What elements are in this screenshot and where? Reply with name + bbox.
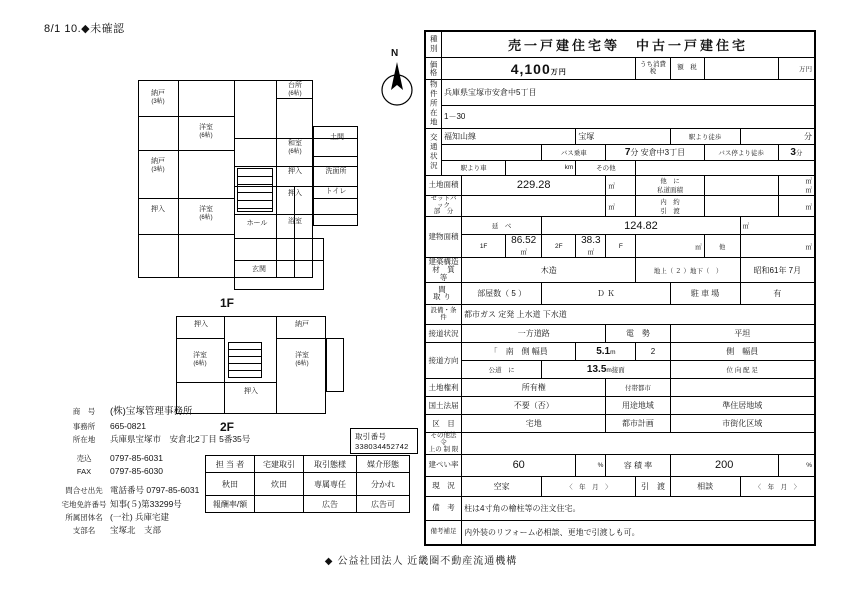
other-restrictions-value	[462, 433, 815, 454]
nobe-value: 124.82	[542, 217, 740, 235]
floor2-label: 2F	[220, 420, 235, 434]
remarks2-value: 内外装のリフォーム必相談、更地で引渡しも可。	[462, 520, 815, 544]
location-value2: 1－30	[442, 105, 815, 128]
room-label: 押入	[151, 206, 165, 213]
building-area-label: 建物面積	[426, 217, 462, 258]
f1-label: 1F	[462, 235, 506, 258]
law-value: 不要（否）	[462, 397, 606, 415]
staff-header: 媒介形態	[357, 456, 410, 473]
floor1-entrance-block	[234, 238, 324, 290]
f3-label: F	[606, 235, 636, 258]
fother-value: ㎡	[740, 235, 814, 258]
f2-value: 38.3㎡	[576, 235, 606, 258]
walk-label: 駅より徒歩	[670, 128, 740, 144]
compass-north-label: N	[391, 48, 399, 59]
staff-value: 分かれ	[357, 473, 410, 496]
road-status-label: 接道状況	[426, 325, 462, 343]
far-label: 容 積 率	[606, 454, 670, 476]
far-unit: %	[778, 454, 814, 476]
remarks2-label: 備考補足	[426, 520, 462, 544]
road-length: 13.5m接面	[542, 361, 670, 379]
room-label: 洋室 (6帖)	[295, 352, 309, 368]
land-right-label: 土地権利	[426, 379, 462, 397]
fax-label: FAX	[76, 467, 92, 477]
room-label: 洗面所	[325, 168, 347, 175]
road-dir-count: 2	[636, 343, 670, 361]
staff-value: 専属専任	[304, 473, 357, 496]
company-name-label: 商 号	[72, 407, 96, 416]
office-label: 事務所	[72, 421, 96, 431]
staff-value: 秋田	[206, 473, 255, 496]
branch-label: 支部名	[72, 525, 96, 535]
bus-empty	[442, 144, 542, 160]
remarks-value: 柱は4寸角の檜柱等の注文住宅。	[462, 496, 815, 520]
f2-label: 2F	[542, 235, 576, 258]
road-position: 位 向 配 足	[670, 361, 814, 379]
category-label: 区 目	[426, 415, 462, 433]
road-status-value: 一方道路	[462, 325, 606, 343]
room-label: 洋室 (6帖)	[199, 124, 213, 140]
branch-name: 宝塚北	[110, 524, 136, 535]
floor1-label: 1F	[220, 296, 235, 310]
company-address: 兵庫県宝塚市 安倉北2丁目 5番35号	[110, 433, 251, 444]
walk-value: 分	[740, 128, 814, 144]
room-label: 玄関	[252, 266, 266, 273]
equipment-value: 都市ガス 定発 上水道 下水道	[462, 305, 815, 325]
staff-header: 報酬率/額	[206, 496, 255, 513]
layout-type: Ｄ Ｋ	[542, 282, 670, 304]
other-label: その他	[576, 160, 636, 175]
setback-sub-label: 内 約 引 渡	[636, 195, 704, 216]
land-other-label: 他 に 私道面積	[636, 175, 704, 195]
room-label: 浴室	[288, 218, 302, 225]
room-label: 納戸 (3帖)	[151, 158, 165, 174]
tel-label: 売込	[76, 454, 92, 464]
fother-label: 他	[704, 235, 740, 258]
equipment-label: 設備・条件	[426, 305, 462, 325]
elec-label: 電 勢	[606, 325, 670, 343]
assoc-label: 所属団体名	[65, 512, 103, 522]
parking-value: 有	[740, 282, 814, 304]
staff-header: 宅建取引	[255, 456, 304, 473]
price-tax-label: うち消費税	[636, 58, 670, 80]
price-tax-value	[704, 58, 778, 80]
elec-value: 平坦	[670, 325, 814, 343]
footer	[0, 552, 842, 567]
status-value: 空家	[462, 476, 542, 496]
status-label: 現 況	[426, 476, 462, 496]
property-spec-table	[424, 30, 816, 546]
staff-header: 担 当 者	[206, 456, 255, 473]
room-label: 押入	[288, 190, 302, 197]
branch2-label: 支部	[144, 524, 162, 535]
use-label: 用途地域	[606, 397, 670, 415]
road-public-label: 公道 に	[462, 361, 542, 379]
price-tax-sub-label: 額 税	[670, 58, 704, 80]
bus-label: バス乗車	[542, 144, 606, 160]
company-name: (株)宝塚管理事務所	[110, 406, 193, 417]
structure-label: 建築構造 材 質 等	[426, 258, 462, 283]
train-line: 福知山線	[442, 128, 576, 144]
room-label: 納戸 (3帖)	[151, 90, 165, 106]
location-value: 兵庫県宝塚市安倉中5丁目	[442, 80, 815, 106]
contact-tel: 電話番号 0797-85-6031	[110, 485, 200, 496]
balcony	[326, 338, 344, 392]
handwritten-memo: 8/1 10.◆未確認	[44, 23, 125, 35]
spec-title: 売一戸建住宅等 中古一戸建住宅	[442, 32, 815, 58]
land-area-label: 土地面積	[426, 175, 462, 195]
room-label: ホール	[246, 220, 268, 227]
setback-value	[462, 195, 606, 216]
contact-label: 問合せ出先	[65, 486, 103, 496]
staff-header: 広告可	[357, 496, 410, 513]
staff-table	[205, 455, 410, 513]
other-value	[636, 160, 815, 175]
price-label: 価 格	[426, 58, 442, 80]
permit-number: 取引番号 338034452742	[350, 428, 418, 454]
land-area-value: 229.28	[462, 175, 606, 195]
built-date: 昭和61年 7月	[740, 258, 814, 283]
company-tel: 0797-85-6031	[110, 453, 163, 464]
road-dir-side: 「 南 側 幅員	[462, 343, 576, 361]
road-dir-side2: 側 幅員	[670, 343, 814, 361]
attach-label: 付帯都市	[606, 379, 670, 397]
road-dir-width: 5.1m	[576, 343, 636, 361]
room-label: 土間	[330, 134, 344, 141]
setback-sub-unit: ㎡	[778, 195, 814, 216]
setback-unit: ㎡	[606, 195, 636, 216]
bus-value: 7分 安倉中3丁目	[606, 144, 704, 160]
road-dir-label: 接道方向	[426, 343, 462, 379]
assoc-name: (一社) 兵庫宅建	[110, 511, 170, 522]
coverage-value: 60	[462, 454, 576, 476]
handover-label: 引 渡	[636, 476, 670, 496]
cityplan-value: 市街化区域	[670, 415, 814, 433]
use-value: 準住居地域	[670, 397, 814, 415]
price-value: 4,100万円	[442, 58, 636, 80]
station-name: 宝塚	[576, 128, 670, 144]
room-label: 押入	[194, 321, 208, 328]
room-label: 洋室 (6帖)	[199, 206, 213, 222]
office-zip: 665-0821	[110, 420, 146, 431]
parking-label: 駐 車 場	[670, 282, 740, 304]
car-label: 駅より車	[442, 160, 506, 175]
room-label: 和室 (6帖)	[288, 140, 302, 156]
land-right-value: 所有権	[462, 379, 606, 397]
room-label: 台所 (6帖)	[288, 82, 302, 98]
org-logo-icon: ◆	[324, 556, 334, 567]
car-km: km	[506, 160, 576, 175]
address-label: 所在地	[72, 434, 96, 444]
room-label: 押入	[288, 168, 302, 175]
nobe-unit: ㎡	[740, 217, 814, 235]
land-other-value	[704, 175, 778, 195]
setback-sub-value	[704, 195, 778, 216]
handover-date: 〈 年 月 〉	[740, 476, 814, 496]
traffic-label: 交通状況	[426, 128, 442, 175]
remarks-label: 備 考	[426, 496, 462, 520]
structure-value: 木造	[462, 258, 636, 283]
staff-value	[255, 496, 304, 513]
location-label: 物件所在地	[426, 80, 442, 129]
f3-value: ㎡	[636, 235, 704, 258]
land-other-unit: ㎡ ㎡	[778, 175, 814, 195]
bus-walk-label: バス停より徒歩	[704, 144, 778, 160]
footer-text: 公益社団法人 近畿圏不動産流通機構	[337, 556, 518, 567]
staff-value: 炊田	[255, 473, 304, 496]
room-label: 納戸	[295, 321, 309, 328]
setback-label: セットバック 部 分	[426, 195, 462, 216]
far-value: 200	[670, 454, 778, 476]
compass-icon	[380, 48, 414, 108]
coverage-label: 建ぺい率	[426, 454, 462, 476]
layout-label: 間 取り	[426, 282, 462, 304]
land-area-unit: ㎡	[606, 175, 636, 195]
staff-header: 取引態様	[304, 456, 357, 473]
other-restrictions-label: その他法令 上の 制 限	[426, 433, 462, 454]
kind-label: 種別	[426, 32, 442, 58]
room-label: 押入	[244, 388, 258, 395]
floors-value: 地上（ ２ ）地下（ ）	[636, 258, 740, 283]
staff-header: 広告	[304, 496, 357, 513]
cityplan-label: 都市計画	[606, 415, 670, 433]
category-value: 宅地	[462, 415, 606, 433]
status-date: 〈 年 月 〉	[542, 476, 636, 496]
f1-value: 86.52㎡	[506, 235, 542, 258]
layout-rooms: 部屋数（ 5 ）	[462, 282, 542, 304]
attach-value	[670, 379, 814, 397]
license-number: 知事(５)第33299号	[110, 498, 182, 509]
nobe-label: 延 べ	[462, 217, 542, 235]
room-label: 洋室 (6帖)	[193, 352, 207, 368]
handover-value: 相談	[670, 476, 740, 496]
coverage-unit: %	[576, 454, 606, 476]
room-label: トイレ	[325, 188, 347, 195]
company-fax: 0797-85-6030	[110, 466, 163, 477]
bus-walk-value: 3分	[778, 144, 814, 160]
price-tax-unit: 万円	[778, 58, 814, 80]
license-label: 宅地免許番号	[61, 499, 107, 509]
law-label: 国土法届	[426, 397, 462, 415]
